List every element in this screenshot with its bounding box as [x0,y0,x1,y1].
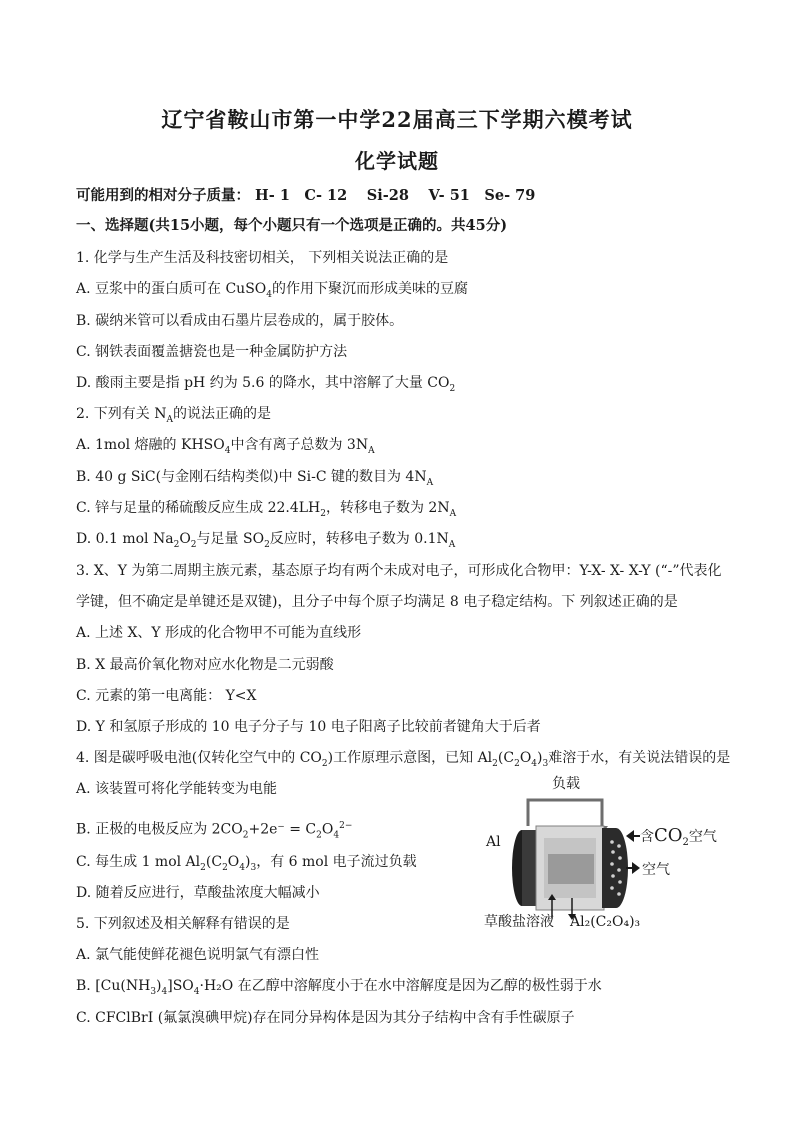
relative-masses: 可能用到的相对分子质量： H- 1 C- 12 Si-28 V- 51 Se- 79 [76,187,536,204]
wire-left [528,800,598,826]
air-out-arrow [632,862,640,874]
cell-core [548,854,594,884]
q4-option-a: A. 该装置可将化学能转变为电能 [76,781,278,797]
q3-option-c: C. 元素的第一电离能： Y<X [76,688,257,704]
q1-option-b: B. 碳纳米管可以看成由石墨片层卷成的，属于胶体。 [76,313,404,329]
product-label: Al₂(C₂O₄)₃ [570,914,641,928]
q5-option-b: B. $[Cu(NH_3)_4]SO_4\cdot H_2O$ 在乙醇中溶解度小于在水中溶解度是因为乙醇的极性弱于水 [76,978,602,997]
q2-option-c: C. 锌与足量的稀硫酸反应生成 $22.4LH_2$，转移电子数为 $2N_A$ [76,500,457,519]
q3-stem-line2: 学键，但不确定是单键还是双键)，且分子中每个原子均满足 8 电子稳定结构。下 列叙述正确的是 [76,594,678,610]
q1-option-c: C. 钢铁表面覆盖搪瓷也是一种金属防护方法 [76,344,348,360]
q4-option-c: C. 每生成 1 mol $Al_2(C_2O_4)_3$，有 6 mol 电子流过负载 [76,854,417,873]
load-label: 负载 [552,776,580,792]
q5-stem: 5. 下列叙述及相关解释有错误的是 [76,916,290,932]
q3-option-d: D. Y 和氢原子形成的 10 电子分子与 10 电子阳离子比较前者键角大于后者 [76,719,541,735]
porous-cathode [604,828,628,908]
q1-option-a: A. 豆浆中的蛋白质可在 CuSO$_4$的作用下聚沉而形成美味的豆腐 [76,281,468,300]
q1-stem: 1. 化学与生产生活及科技密切相关， 下列相关说法正确的是 [76,250,449,266]
q4-option-b: B. 正极的电极反应为 $2CO_2+2e^- = C_2O_4^{2-}$ [76,821,353,841]
q3-option-b: B. X 最高价氧化物对应水化物是二元弱酸 [76,657,334,673]
al-electrode-body [522,830,536,906]
q1-option-d: D. 酸雨主要是指 pH 约为 5.6 的降水，其中溶解了大量 $CO_2$ [76,375,456,394]
q2-option-b: B. 40 g SiC(与金刚石结构类似)中 Si-C 键的数目为 $4N_A$ [76,469,434,488]
section-heading: 一、选择题(共15小题，每个小题只有一个选项是正确的。共45分) [76,217,508,234]
q2-stem: 2. 下列有关 $N_A$的说法正确的是 [76,406,272,425]
q4-option-d: D. 随着反应进行，草酸盐浓度大幅减小 [76,885,320,901]
q2-option-d: D. 0.1 mol $Na_2O_2$与足量 $SO_2$反应时，转移电子数为 $0.1N_A$ [76,531,456,550]
oxalate-label: 草酸盐溶液 [484,914,554,928]
wire-right [598,800,602,826]
co2-air-label: 含$CO_2$空气 [640,825,717,848]
air-label: 空气 [642,862,670,878]
carbon-battery-diagram [474,768,724,928]
exam-title: 辽宁省鞍山市第一中学22届高三下学期六模考试 [161,107,633,132]
q4-stem: 4. 图是碳呼吸电池(仅转化空气中的 $CO_2$)工作原理示意图，已知 $Al_2(C_2O_4)_3$难溶于水，有关说法错误的是 [76,750,731,769]
q5-option-c: C. CFClBrI (氟氯溴碘甲烷)存在同分异构体是因为其分子结构中含有手性碳原子 [76,1010,575,1026]
exam-subtitle: 化学试题 [355,149,439,173]
q3-option-a: A. 上述 X、Y 形成的化合物甲不可能为直线形 [76,625,362,641]
al-label: Al [486,834,501,850]
q3-stem-line1: 3. X、Y 为第二周期主族元素，基态原子均有两个未成对电子，可形成化合物甲：Y-X- X- X-Y (“-”代表化 [76,563,722,579]
q2-option-a: A. 1mol 熔融的 $KHSO_4$中含有离子总数为 $3N_A$ [76,437,375,456]
q5-option-a: A. 氯气能使鲜花褪色说明氯气有漂白性 [76,947,320,963]
